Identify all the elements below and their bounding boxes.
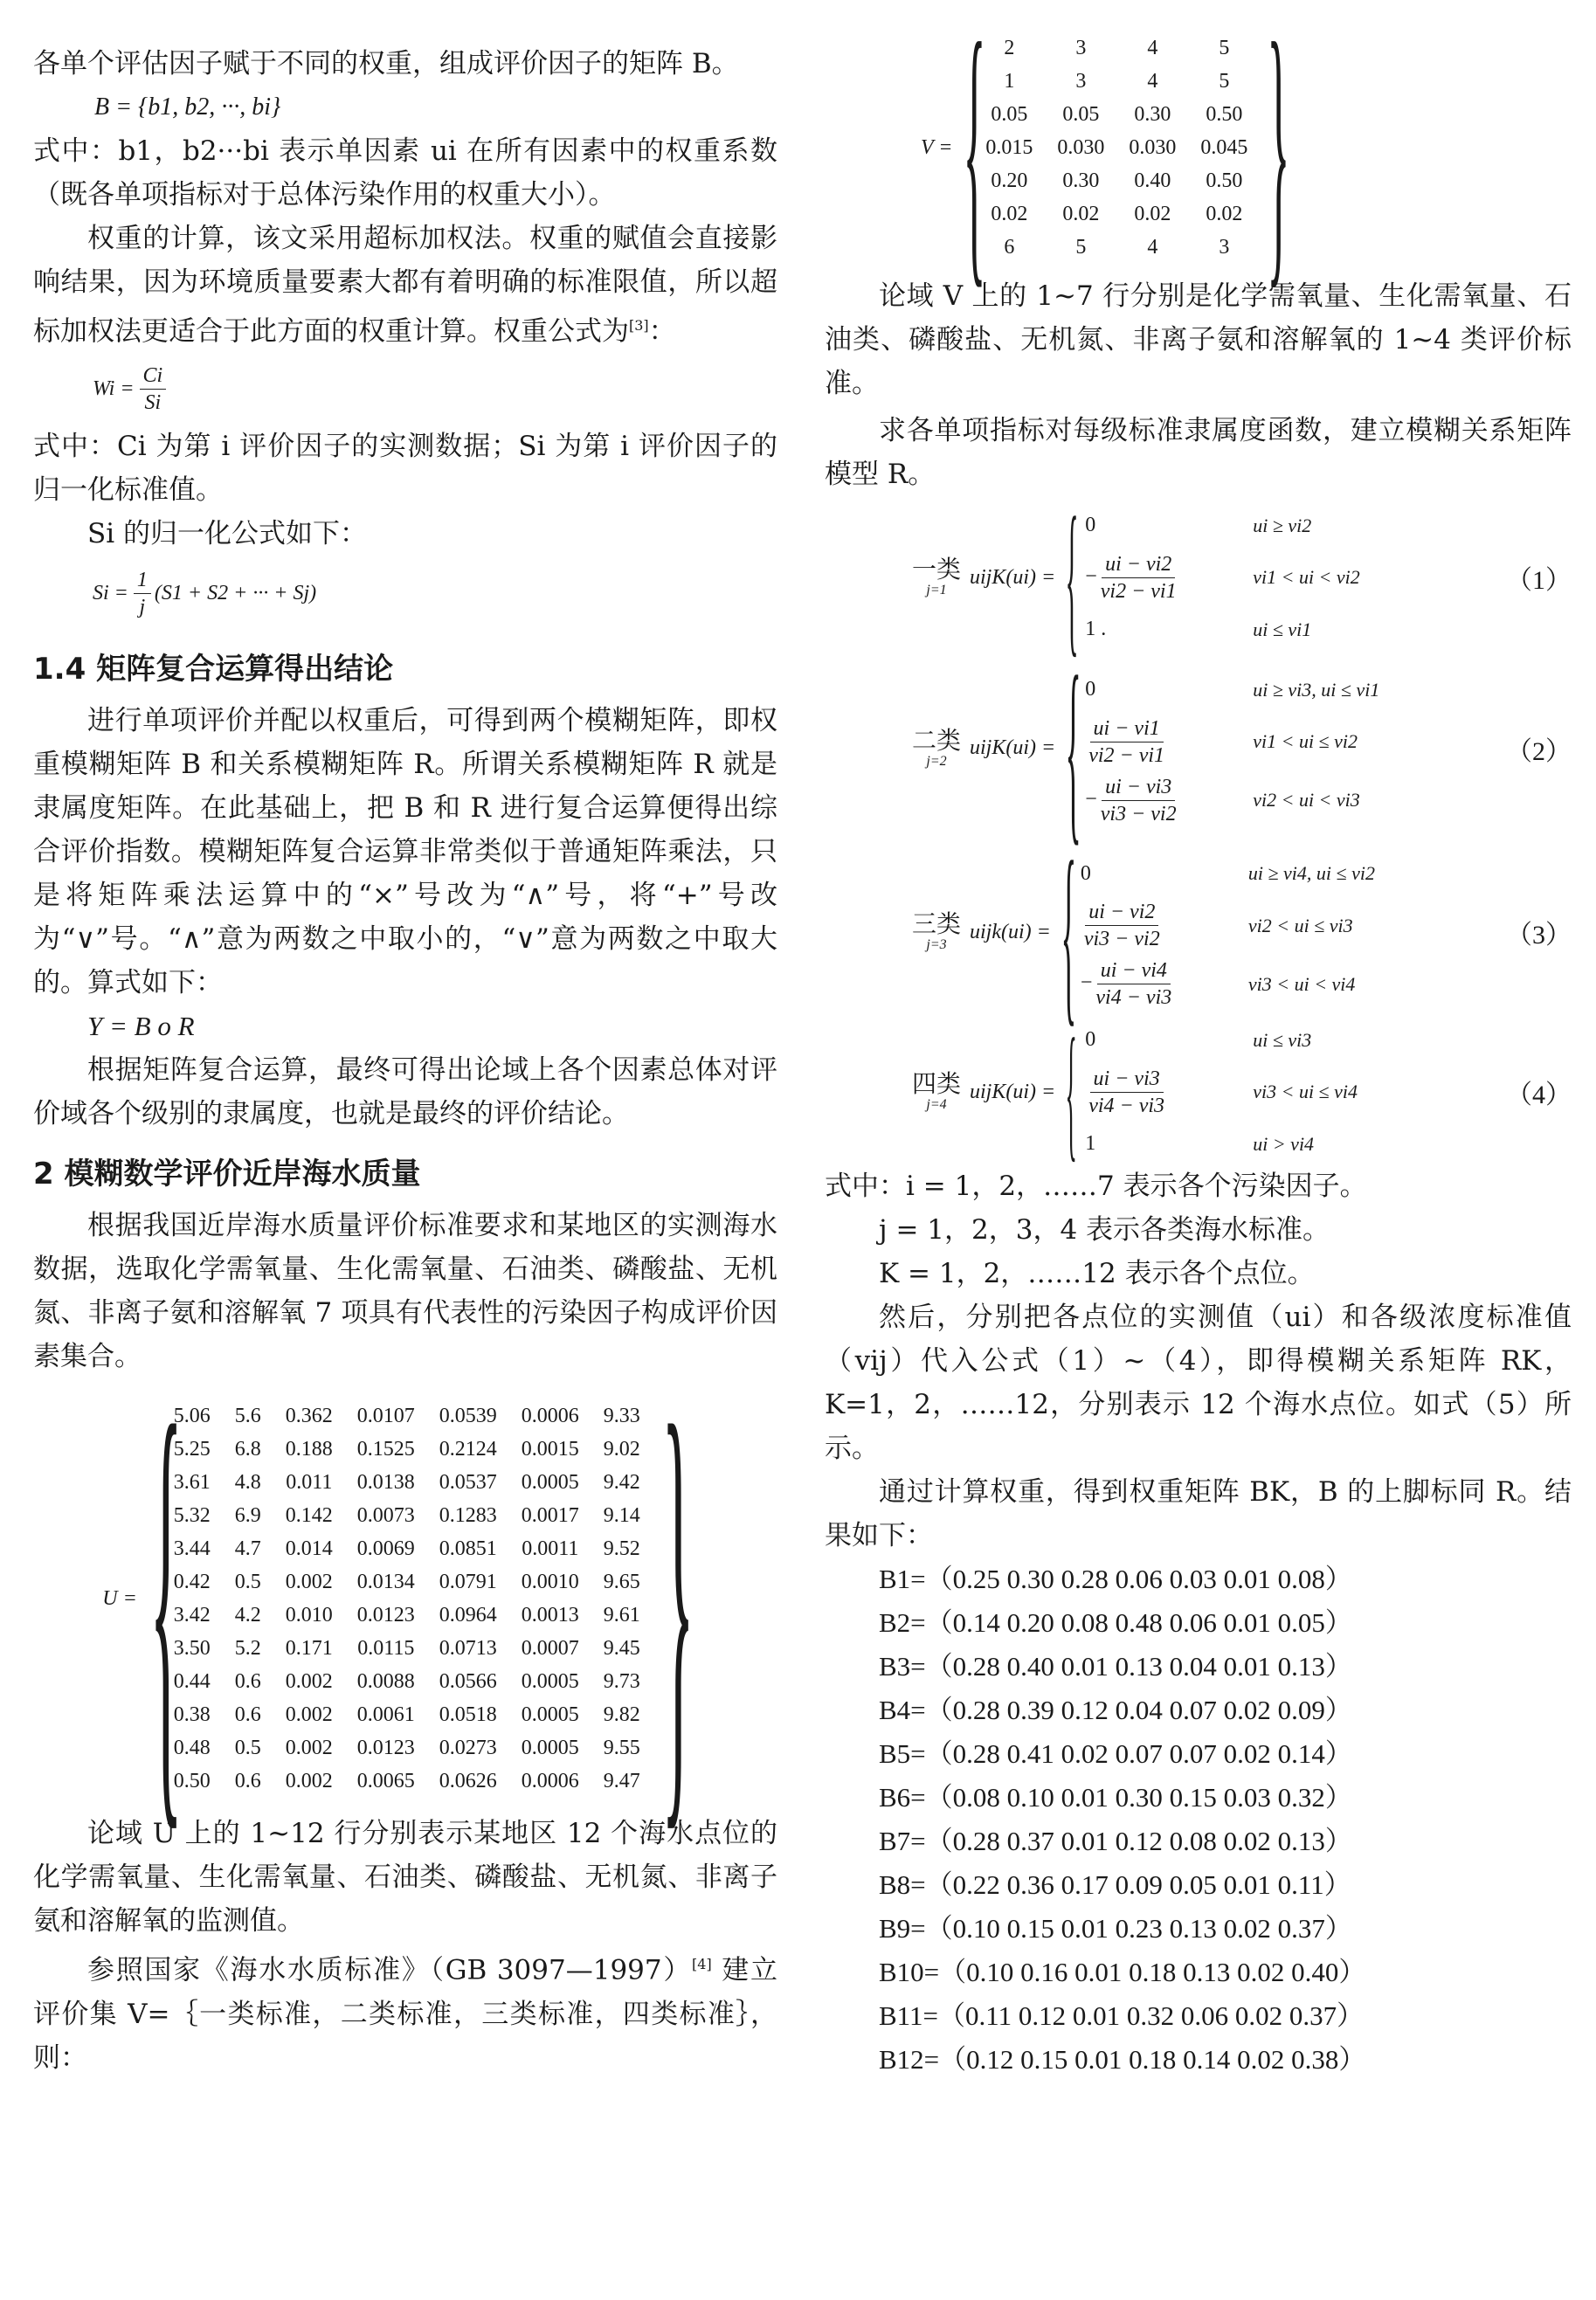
matrix-cell: 9.61	[603, 1603, 640, 1627]
matrix-cell: 0.0073	[356, 1503, 415, 1527]
matrix-cell: 0.011	[286, 1470, 333, 1494]
matrix-cell: 0.0713	[439, 1636, 497, 1660]
matrix-cell: 5.6	[234, 1404, 261, 1427]
paragraph: K = 1，2，……12 表示各个点位。	[879, 1258, 1315, 1289]
left-brace: {	[1065, 483, 1079, 672]
matrix-cell: 0.0138	[356, 1470, 415, 1494]
matrix-cell: 0.0011	[522, 1537, 579, 1560]
equation-y: Y = B o R	[87, 1011, 195, 1042]
matrix-cell: 0.1283	[439, 1503, 497, 1527]
case-expression: 0	[1080, 861, 1091, 885]
case-expression: 1	[1085, 1132, 1096, 1155]
case-expression	[1076, 714, 1225, 770]
paragraph	[33, 217, 777, 353]
matrix-cell: 0.002	[285, 1703, 333, 1726]
matrix-cell: 0.6	[234, 1769, 261, 1792]
piecewise-equation	[825, 1008, 1572, 1175]
matrix-table	[162, 1399, 653, 1798]
matrix-v	[921, 0, 1572, 312]
paragraph	[33, 1943, 777, 2079]
matrix-cell: 0.002	[285, 1570, 333, 1593]
denominator: vi2 − vi1	[1100, 579, 1177, 603]
equation-lhs: Si =	[93, 581, 128, 604]
section-heading: 2 模糊数学评价近岸海水质量	[33, 1157, 421, 1192]
fraction	[1085, 715, 1168, 769]
matrix-cell: 4.2	[234, 1603, 261, 1627]
case-expression	[1076, 772, 1225, 829]
matrix-cell: 0.002	[285, 1736, 333, 1759]
matrix-cell: 4.8	[234, 1470, 261, 1494]
piecewise-equation	[825, 634, 1572, 862]
matrix-cell: 0.1525	[356, 1437, 415, 1461]
case-condition: ui > vi4	[1253, 1132, 1315, 1155]
matrix-cell: 0.0007	[521, 1636, 579, 1660]
case-expression: 0	[1085, 1028, 1096, 1051]
matrix-row	[162, 1599, 653, 1632]
matrix-cell: 4	[1147, 69, 1158, 93]
citation: [3]	[629, 317, 649, 334]
matrix-cell: 0.0005	[521, 1470, 579, 1494]
matrix-cell: 0.0539	[439, 1404, 497, 1427]
numerator: ui − vi3	[1102, 774, 1175, 801]
matrix-cell: 0.5	[234, 1736, 261, 1759]
weight-vector: B10=（0.10 0.16 0.01 0.18 0.13 0.02 0.40）	[879, 1957, 1366, 1987]
matrix-cell: 0.0069	[356, 1537, 415, 1560]
matrix-label: V =	[921, 135, 953, 159]
matrix-cell: 3	[1075, 36, 1087, 59]
matrix-cell: 5	[1219, 36, 1230, 59]
matrix-cell: 9.73	[603, 1669, 640, 1693]
fraction	[140, 363, 167, 416]
fraction	[1081, 899, 1164, 952]
matrix-cell: 0.0791	[439, 1570, 497, 1593]
class-name: 一类	[912, 555, 962, 584]
matrix-cell: 9.02	[603, 1437, 640, 1461]
matrix-cell: 5.25	[173, 1437, 211, 1461]
class-subscript: j=1	[926, 583, 947, 597]
case-row	[1076, 668, 1388, 712]
piecewise-equation	[825, 483, 1572, 672]
case-row	[1076, 772, 1388, 829]
matrix-row	[973, 65, 1260, 98]
case-row	[1076, 504, 1369, 548]
matrix-cell: 3.44	[173, 1537, 211, 1560]
case-row	[1072, 956, 1384, 1012]
left-brace: {	[963, 0, 986, 312]
citation: [4]	[692, 1956, 712, 1973]
matrix-cell: 0.6	[234, 1669, 261, 1693]
piecewise-cases	[1074, 1017, 1368, 1168]
sign: −	[1080, 971, 1093, 995]
matrix-cell: 6.8	[234, 1437, 261, 1461]
matrix-cell: 0.0518	[439, 1703, 497, 1726]
left-brace: {	[1065, 1008, 1078, 1175]
matrix-row	[973, 231, 1260, 264]
weight-vector: B3=（0.28 0.40 0.01 0.13 0.04 0.01 0.13）	[879, 1651, 1352, 1682]
right-column	[825, 0, 1572, 2082]
matrix-cell: 5	[1219, 69, 1230, 93]
matrix-row	[973, 98, 1260, 131]
denominator: vi3 − vi2	[1083, 928, 1160, 950]
matrix-cell: 0.0015	[521, 1437, 579, 1461]
matrix-cell: 0.0134	[356, 1570, 415, 1593]
denominator: vi4 − vi3	[1095, 986, 1172, 1009]
matrix-cell: 3.61	[173, 1470, 211, 1494]
class-subscript: j=3	[926, 937, 947, 952]
matrix-cell: 0.30	[1062, 169, 1100, 192]
matrix-cell: 2	[1004, 36, 1015, 59]
equation-number: （3）	[1506, 921, 1572, 950]
case-condition: vi2 < ui < vi3	[1253, 789, 1360, 811]
fraction	[1097, 774, 1180, 827]
paragraph: 论域 U 上的 1~12 行分别表示某地区 12 个海水点位的化学需氧量、生化需氧量、石油类、磷酸盐、无机氮、非离子氨和溶解氧的监测值。	[33, 1818, 777, 1937]
class-label	[912, 1071, 961, 1113]
matrix-cell: 0.0005	[521, 1703, 579, 1726]
paragraph: 进行单项评价并配以权重后，可得到两个模糊矩阵，即权重模糊矩阵 B 和关系模糊矩阵 R。所谓关系模糊矩阵 R 就是隶属度矩阵。在此基础上，把 B 和 R 进行复合运算便得出综合评价指数。模糊矩阵复合运算非常类似于普通矩阵乘法，只是将矩阵乘法运算中的“×”号改为“∧”号，将“+”号改为“∨”号。“∧”意为两数之中取小的，“∨”意为两数之中取大的。算式如下：	[33, 705, 777, 999]
matrix-cell: 0.010	[285, 1603, 333, 1627]
matrix-cell: 5.2	[234, 1636, 261, 1660]
matrix-cell: 0.38	[173, 1703, 211, 1726]
paragraph: Si 的归一化公式如下：	[87, 518, 368, 550]
numerator: ui − vi2	[1102, 551, 1175, 578]
class-label	[912, 556, 961, 598]
matrix-row	[162, 1466, 653, 1499]
case-condition: ui ≥ vi3, ui ≤ vi1	[1253, 678, 1380, 701]
numerator: ui − vi2	[1085, 899, 1158, 926]
case-condition: vi1 < ui ≤ vi2	[1253, 730, 1358, 752]
weight-vector: B5=（0.28 0.41 0.02 0.07 0.07 0.02 0.14）	[879, 1738, 1352, 1769]
numerator: ui − vi3	[1090, 1066, 1164, 1093]
matrix-row	[973, 197, 1260, 231]
fraction	[1097, 551, 1180, 604]
matrix-row	[973, 131, 1260, 164]
matrix-cell: 0.188	[285, 1437, 333, 1461]
case-condition: ui ≥ vi2	[1253, 514, 1312, 536]
fraction	[1085, 1066, 1168, 1119]
matrix-cell: 0.0107	[356, 1404, 415, 1427]
fraction	[1092, 957, 1175, 1011]
equation-w	[33, 353, 777, 425]
matrix-cell: 0.015	[985, 135, 1033, 159]
matrix-u	[0, 1328, 777, 1870]
matrix-cell: 0.0006	[521, 1404, 579, 1427]
matrix-cell: 0.0005	[521, 1736, 579, 1759]
matrix-cell: 0.0115	[357, 1636, 415, 1660]
matrix-row	[973, 31, 1260, 65]
case-expression	[1076, 549, 1225, 606]
case-condition: vi2 < ui ≤ vi3	[1247, 914, 1353, 936]
paragraph: j = 1，2，3，4 表示各类海水标准。	[879, 1214, 1330, 1246]
function-name: uijk(ui) =	[970, 920, 1051, 943]
case-condition: vi3 < ui ≤ vi4	[1253, 1081, 1358, 1102]
matrix-cell: 9.33	[603, 1404, 640, 1427]
paragraph: 根据我国近岸海水质量评价标准要求和某地区的实测海水数据，选取化学需氧量、生化需氧量、石油类、磷酸盐、无机氮、非离子氨和溶解氧 7 项具有代表性的污染因子构成评价因素集合。	[33, 1210, 777, 1373]
right-brace: }	[1267, 0, 1290, 312]
weight-vector: B1=（0.25 0.30 0.28 0.06 0.03 0.01 0.08）	[879, 1564, 1352, 1594]
weight-vector: B11=（0.11 0.12 0.01 0.32 0.06 0.02 0.37）	[879, 2000, 1365, 2031]
matrix-cell: 0.5	[234, 1570, 261, 1593]
matrix-cell: 0.50	[1206, 102, 1243, 126]
case-row	[1076, 714, 1388, 770]
matrix-cell: 0.50	[173, 1769, 211, 1792]
matrix-row	[162, 1665, 653, 1698]
case-condition: vi1 < ui < vi2	[1253, 566, 1360, 588]
paragraph-text: 建立评价集 V=｛一类标准，二类标准，三类标准，四类标准｝，则：	[33, 1954, 777, 2074]
equation-b: B = {b1, b2, ···, bi}	[94, 93, 281, 121]
matrix-cell: 0.48	[173, 1736, 211, 1759]
membership-equations	[825, 483, 1572, 1175]
case-row	[1076, 1064, 1366, 1121]
sign: −	[1085, 787, 1097, 811]
matrix-cell: 0.02	[1206, 202, 1243, 225]
case-expression: 1 .	[1085, 618, 1107, 640]
weight-vector: B7=（0.28 0.37 0.01 0.12 0.08 0.02 0.13）	[879, 1826, 1352, 1856]
matrix-cell: 4.7	[234, 1537, 261, 1560]
matrix-cell: 3	[1075, 69, 1087, 93]
numerator: ui − vi4	[1097, 957, 1171, 984]
matrix-label: U =	[102, 1586, 137, 1610]
matrix-cell: 0.002	[285, 1669, 333, 1693]
equation-number: （2）	[1506, 736, 1572, 766]
paragraph: 各单个评估因子赋于不同的权重，组成评价因子的矩阵 B。	[33, 48, 739, 79]
matrix-cell: 0.045	[1200, 135, 1248, 159]
equation-lhs: Wi =	[93, 376, 135, 400]
matrix-cell: 0.030	[1057, 135, 1105, 159]
equation-number: （1）	[1506, 566, 1572, 595]
matrix-cell: 5.32	[173, 1503, 211, 1527]
class-name: 二类	[912, 725, 962, 755]
left-brace: {	[149, 1328, 183, 1870]
matrix-cell: 0.05	[1062, 102, 1100, 126]
matrix-cell: 0.014	[285, 1537, 333, 1560]
class-subscript: j=2	[926, 753, 947, 769]
matrix-cell: 0.0061	[356, 1703, 415, 1726]
matrix-cell: 6	[1004, 235, 1015, 259]
paragraph-text: 参照国家《海水水质标准》（GB 3097—1997）	[87, 1954, 693, 1986]
class-subscript: j=4	[926, 1097, 947, 1112]
paragraph: 求各单项指标对每级标准隶属度函数，建立模糊关系矩阵模型 R。	[825, 415, 1572, 490]
denominator: Si	[144, 390, 162, 414]
matrix-cell: 5	[1075, 235, 1087, 259]
matrix-cell: 0.02	[991, 202, 1028, 225]
matrix-cell: 0.02	[1134, 202, 1171, 225]
matrix-cell: 0.030	[1129, 135, 1177, 159]
case-row	[1076, 549, 1369, 606]
weight-vector: B12=（0.12 0.15 0.01 0.18 0.14 0.02 0.38）	[879, 2044, 1366, 2075]
piecewise-cases	[1074, 667, 1390, 831]
matrix-cell: 4	[1147, 235, 1158, 259]
matrix-cell: 0.0273	[439, 1736, 497, 1759]
function-name: uijK(ui) =	[970, 1080, 1056, 1103]
matrix-cell: 0.40	[1134, 169, 1171, 192]
matrix-cell: 0.002	[285, 1769, 333, 1792]
paragraph: 式中：i = 1，2，……7 表示各个污染因子。	[825, 1171, 1367, 1202]
paragraph: 通过计算权重，得到权重矩阵 BK，B 的上脚标同 R。结果如下：	[825, 1476, 1572, 1551]
paragraph: 然后，分别把各点位的实测值（ui）和各级浓度标准值（vij）代入公式（1）~（4），即得模糊关系矩阵 RK，K=1，2，……12，分别表示 12 个海水点位。如式（5）所示。	[825, 1302, 1572, 1464]
matrix-cell: 9.65	[603, 1570, 640, 1593]
case-row	[1072, 852, 1384, 895]
matrix-cell: 0.0005	[521, 1669, 579, 1693]
paragraph-text: ：	[648, 315, 676, 348]
matrix-cell: 0.2124	[439, 1437, 497, 1461]
weight-matrix-list	[825, 1558, 1572, 2082]
matrix-row	[162, 1731, 653, 1765]
matrix-cell: 4	[1147, 36, 1158, 59]
matrix-cell: 0.142	[285, 1503, 333, 1527]
matrix-cell: 0.05	[991, 102, 1028, 126]
matrix-cell: 0.0065	[356, 1769, 415, 1792]
matrix-cell: 3.42	[173, 1603, 211, 1627]
case-expression	[1072, 956, 1220, 1012]
matrix-cell: 0.0006	[521, 1769, 579, 1792]
matrix-cell: 0.362	[285, 1404, 333, 1427]
paragraph: 论域 V 上的 1~7 行分别是化学需氧量、生化需氧量、石油类、磷酸盐、无机氮、非离子氨和溶解氧的 1~4 类评价标准。	[825, 280, 1572, 399]
left-column	[33, 42, 777, 2080]
function-name: uijK(ui) =	[970, 565, 1056, 589]
weight-vector: B2=（0.14 0.20 0.08 0.48 0.06 0.01 0.05）	[879, 1607, 1352, 1638]
matrix-row	[162, 1532, 653, 1565]
left-brace: {	[1061, 820, 1077, 1043]
case-condition: vi3 < ui < vi4	[1247, 972, 1356, 995]
matrix-cell: 0.0964	[439, 1603, 497, 1627]
matrix-cell: 0.0088	[356, 1669, 415, 1693]
numerator: 1	[134, 567, 151, 594]
matrix-cell: 0.0010	[521, 1570, 579, 1593]
numerator: Ci	[140, 363, 167, 390]
case-expression	[1072, 897, 1220, 954]
case-expression: 0	[1085, 514, 1096, 536]
piecewise-cases	[1074, 502, 1371, 653]
weight-vector: B8=（0.22 0.36 0.17 0.09 0.05 0.01 0.11）	[879, 1869, 1351, 1900]
equation-s	[33, 556, 777, 631]
section-heading: 1.4 矩阵复合运算得出结论	[33, 652, 394, 687]
matrix-cell: 9.55	[603, 1736, 640, 1759]
matrix-cell: 5.06	[173, 1404, 211, 1427]
denominator: vi3 − vi2	[1100, 802, 1177, 825]
paragraph-text: 权重的计算，该文采用超标加权法。权重的赋值会直接影响结果，因为环境质量要素大都有着明确的标准限值，所以超标加权法更适合于此方面的权重计算。权重公式为	[33, 223, 777, 348]
matrix-cell: 0.0626	[439, 1769, 497, 1792]
matrix-cell: 6.9	[234, 1503, 261, 1527]
matrix-cell: 0.0013	[521, 1603, 579, 1627]
denominator: vi4 − vi3	[1088, 1094, 1165, 1117]
matrix-row	[162, 1765, 653, 1798]
left-brace: {	[1065, 634, 1081, 862]
weight-vector: B9=（0.10 0.15 0.01 0.23 0.13 0.02 0.37）	[879, 1913, 1352, 1944]
case-row	[1076, 608, 1369, 652]
matrix-cell: 3.50	[173, 1636, 211, 1660]
piecewise-equation	[825, 820, 1572, 1043]
equation-number: （4）	[1506, 1081, 1572, 1109]
matrix-cell: 0.0123	[356, 1603, 415, 1627]
matrix-cell: 0.0851	[439, 1537, 497, 1560]
matrix-row	[162, 1433, 653, 1466]
matrix-cell: 9.52	[603, 1537, 640, 1560]
paragraph: 根据矩阵复合运算，最终可得出论域上各个因素总体对评价域各个级别的隶属度，也就是最终的评价结论。	[33, 1054, 777, 1130]
matrix-cell: 3	[1219, 235, 1230, 259]
case-expression	[1076, 1064, 1225, 1121]
case-row	[1076, 1122, 1366, 1166]
denominator: j	[139, 595, 146, 618]
right-brace: }	[661, 1328, 694, 1870]
weight-vector: B6=（0.08 0.10 0.01 0.30 0.15 0.03 0.32）	[879, 1782, 1352, 1813]
case-condition: ui ≤ vi1	[1253, 618, 1312, 640]
matrix-cell: 0.02	[1062, 202, 1100, 225]
class-name: 四类	[912, 1069, 962, 1098]
case-condition: ui ≤ vi3	[1253, 1028, 1312, 1051]
matrix-cell: 9.47	[603, 1769, 640, 1792]
matrix-cell: 0.0123	[356, 1736, 415, 1759]
matrix-cell: 9.45	[603, 1636, 640, 1660]
class-label	[912, 725, 962, 770]
matrix-row	[162, 1499, 653, 1532]
class-name: 三类	[912, 909, 962, 938]
case-condition: ui ≥ vi4, ui ≤ vi2	[1247, 862, 1375, 884]
matrix-cell: 0.0017	[521, 1503, 579, 1527]
matrix-table	[973, 31, 1260, 264]
piecewise-cases	[1070, 850, 1385, 1014]
matrix-cell: 0.171	[285, 1636, 333, 1660]
case-row	[1076, 1019, 1366, 1062]
matrix-cell: 9.14	[603, 1503, 640, 1527]
class-label	[912, 911, 961, 953]
matrix-cell: 0.6	[234, 1703, 261, 1726]
weight-vector: B4=（0.28 0.39 0.12 0.04 0.07 0.02 0.09）	[879, 1695, 1352, 1725]
paragraph: 式中：Ci 为第 i 评价因子的实测数据；Si 为第 i 评价因子的归一化标准值。	[33, 431, 777, 507]
matrix-cell: 0.0537	[439, 1470, 497, 1494]
matrix-cell: 9.82	[603, 1703, 640, 1726]
function-name: uijK(ui) =	[970, 736, 1056, 759]
matrix-row	[973, 164, 1260, 197]
sign: −	[1085, 564, 1097, 588]
case-row	[1072, 897, 1384, 954]
numerator: ui − vi1	[1090, 715, 1164, 742]
matrix-cell: 9.42	[603, 1470, 640, 1494]
matrix-cell: 1	[1004, 69, 1015, 93]
matrix-cell: 0.50	[1206, 169, 1243, 192]
matrix-row	[162, 1399, 653, 1433]
denominator: vi2 − vi1	[1088, 743, 1165, 767]
matrix-row	[162, 1698, 653, 1731]
matrix-cell: 0.42	[173, 1570, 211, 1593]
matrix-cell: 0.44	[173, 1669, 211, 1693]
matrix-cell: 0.0566	[439, 1669, 497, 1693]
paragraph: 式中：b1，b2···bi 表示单因素 ui 在所有因素中的权重系数（既各单项指标对于总体污染作用的权重大小）。	[33, 135, 777, 211]
fraction	[134, 567, 151, 620]
equation-rhs: (S1 + S2 + ··· + Sj)	[154, 581, 317, 604]
case-expression: 0	[1085, 678, 1096, 701]
matrix-row	[162, 1632, 653, 1665]
matrix-cell: 0.30	[1134, 102, 1171, 126]
matrix-cell: 0.20	[991, 169, 1028, 192]
matrix-row	[162, 1565, 653, 1599]
